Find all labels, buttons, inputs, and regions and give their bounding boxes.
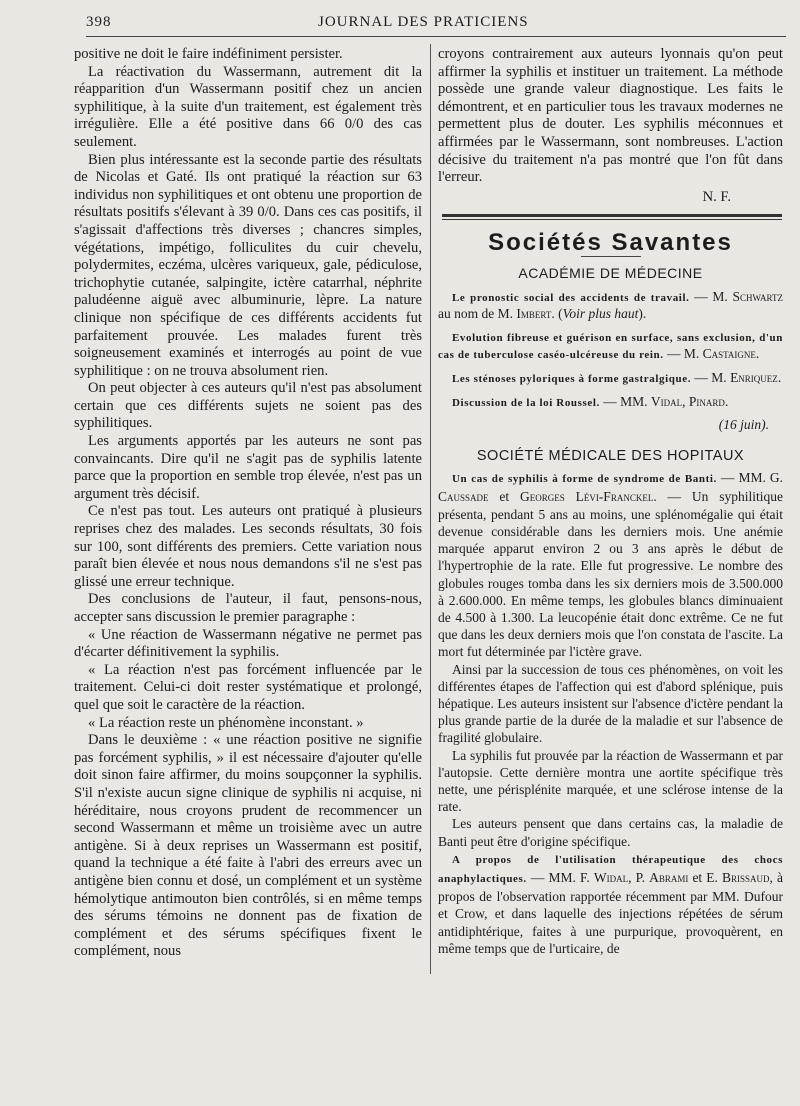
quote-paragraph: « La réaction n'est pas forcément influencée par le traitement. Celui-ci doit rester systématique et prolongé, quel que soit le caractère de la réaction. [74, 661, 422, 713]
quote-paragraph: « La réaction reste un phénomène inconstant. » [88, 714, 364, 731]
right-column [438, 46, 783, 957]
paragraph: Les auteurs pensent que dans certains cas, la maladie de Banti peut être d'origine spécifique. [438, 816, 783, 849]
page-number: 398 [86, 14, 112, 30]
paragraph: croyons contrairement aux auteurs lyonnais qu'on peut affirmer la syphilis et instituer un traitement. La méthode possède une grande valeur diagnostique. Les faits le démontrent, et en particulier tous les travaux modernes ne permettent plus de douter. Les syphilis méconnues et affirmées par le Wassermann, sont nombreuses. L'action décisive du traitement n'a pas montré que l'on fût dans l'erreur. [438, 46, 783, 186]
left-column [74, 46, 422, 961]
section-divider [442, 214, 782, 220]
paragraph: Ce n'est pas tout. Les auteurs ont pratiqué à plusieurs reprises chez des malades. Les seconds résultats, 30 fois sur 100, sont différents des premiers. Cette variation nous paraît bien élevée et nous nous demandons s'il ne s'est pas glissé une erreur technique. [74, 503, 422, 590]
session-date: (16 juin). [718, 417, 769, 433]
society-entry: Un cas de syphilis à forme de syndrome de Banti. — MM. G. Caussade et Georges Lévi-Franckel. — Un syphilitique présenta, pendant 5 ans au moins, une splénomégalie qui était devenue considérable dans les derniers mois. Une anémie marquée apparut environ 2 ou 3 ans après le début de l'hypertrophie de la rate. Elle fut progressive. Le nombre des globules rouges tomba dans les six derniers mois de 3.500.000 à 2.600.000. En même temps, les globules blancs diminuaient de 4.500 à 1.300. La leucopénie était donc extrême. Ce ne fut que dans les deux derniers mois que l'on constata de l'ascite. La mort fut déterminée par l'ictère grave. [438, 470, 784, 660]
paragraph: Des conclusions de l'auteur, il faut, pensons-nous, accepter sans discussion le premier paragraphe : [74, 591, 422, 625]
society-heading: SOCIÉTÉ MÉDICALE DES HOPITAUX [476, 447, 745, 464]
page-header [86, 14, 786, 34]
paragraph: Les arguments apportés par les auteurs ne sont pas convaincants. Dire qu'il ne s'agit pas de syphilis latente parce que la proportion en semble trop élevée, n'est pas un argument très décisif. [74, 433, 422, 502]
paragraph: La réactivation du Wassermann, autrement dit la réapparition d'un Wassermann positif chez un ancien syphilitique, à la suite d'un traitement, est également très irrégulière. Elle a été positive dans 66 0/0 des cas seulement. [74, 63, 422, 150]
journal-title: JOURNAL DES PRATICIENS [318, 14, 529, 30]
paragraph: Bien plus intéressante est la seconde partie des résultats de Nicolas et Gaté. Ils ont pratiqué la réaction sur 63 individus non syphilitiques et ont obtenu une proportion de résultats positifs s'élevant à 39 0/0. Dans ces cas positifs, il s'agissait d'affections très diverses ; chancres simples, végétations, impétigo, folliculites du cuir chevelu, polydermites, eczéma, ulcères variqueux, gale, pédiculose, trichophytie cutanée, salpingite, ictère catarrhal, néphrite paludéenne aiguë avec albuminurie, lèpre. La nature clinique non spécifique de ces différents accidents fut parfaitement prouvée. Les malades furent très soigneusement examinés et interrogés au point de vue syphilitique : on ne trouva absolument rien. [74, 151, 422, 379]
academy-entry: Les sténoses pyloriques à forme gastralgique. — M. Enriquez. [452, 369, 782, 385]
quote-paragraph: « Une réaction de Wassermann négative ne permet pas d'écarter définitivement la syphilis. [74, 626, 422, 661]
section-title: Sociétés Savantes [488, 229, 733, 257]
society-entry: A propos de l'utilisation thérapeutique des chocs anaphylactiques. — MM. F. Widal, P. Abrami et E. Brissaud, à propos de l'observation rapportée récemment par MM. Dufour et Crow, et dans laquelle des injections répétées de sérum antidiphtérique, faites à une purpurique, provoquèrent, en même temps que de l'urticaire, de [438, 853, 783, 956]
author-signature: N. F. [702, 188, 731, 205]
paragraph: La syphilis fut prouvée par la réaction de Wassermann et par l'autopsie. Cette dernière montra une aortite spécifique très nette, une périsplénite marquée, et une sclérose intense de la rate. [438, 747, 783, 815]
header-rule [86, 36, 786, 37]
column-divider [430, 44, 431, 974]
academy-heading: ACADÉMIE DE MÉDECINE [518, 264, 703, 281]
academy-entry: Evolution fibreuse et guérison en surface, sans exclusion, d'un cas de tuberculose caséo-ulcéreuse du rein. — M. Castaigne. [438, 331, 783, 362]
paragraph: positive ne doit le faire indéfiniment persister. [74, 46, 343, 62]
academy-entry: Le pronostic social des accidents de travail. — M. Schwartz au nom de M. Imbert. (Voir plus haut). [438, 288, 783, 322]
paragraph: Ainsi par la succession de tous ces phénomènes, on voit les différentes étapes de l'affection qui est d'abord splénique, puis hépatique. Les auteurs insistent sur l'absence d'ictère pendant la plus grande partie de la durée de la maladie et sur l'absence de fragilité globulaire. [438, 661, 783, 746]
academy-entry: Discussion de la loi Roussel. — MM. Vidal, Pinard. [452, 393, 729, 409]
title-underline [581, 256, 641, 257]
paragraph: On peut objecter à ces auteurs qu'il n'est pas absolument certain que ces différents sujets ne soient pas des syphilitiques. [74, 380, 422, 432]
paragraph: Dans le deuxième : « une réaction positive ne signifie pas forcément syphilis, » il est nécessaire d'ajouter qu'elle doit sinon faire affirmer, du moins soupçonner la syphilis. S'il n'existe aucun signe clinique de syphilis ni acquise, ni héréditaire, nous croyons prudent de recommencer un second Wassermann et même un troisième avec un autre antigène. Si à deux reprises un Wassermann est positif, quand la technique a été faite à l'abri des erreurs avec un antigène bien connu et dosé, un complément et un système hémolytique antimouton bien contrôlés, si en même temps des sérums témoins ne donnent pas de fixation de complément et des sérums spécifiques fixent le complément, nous [74, 732, 422, 960]
